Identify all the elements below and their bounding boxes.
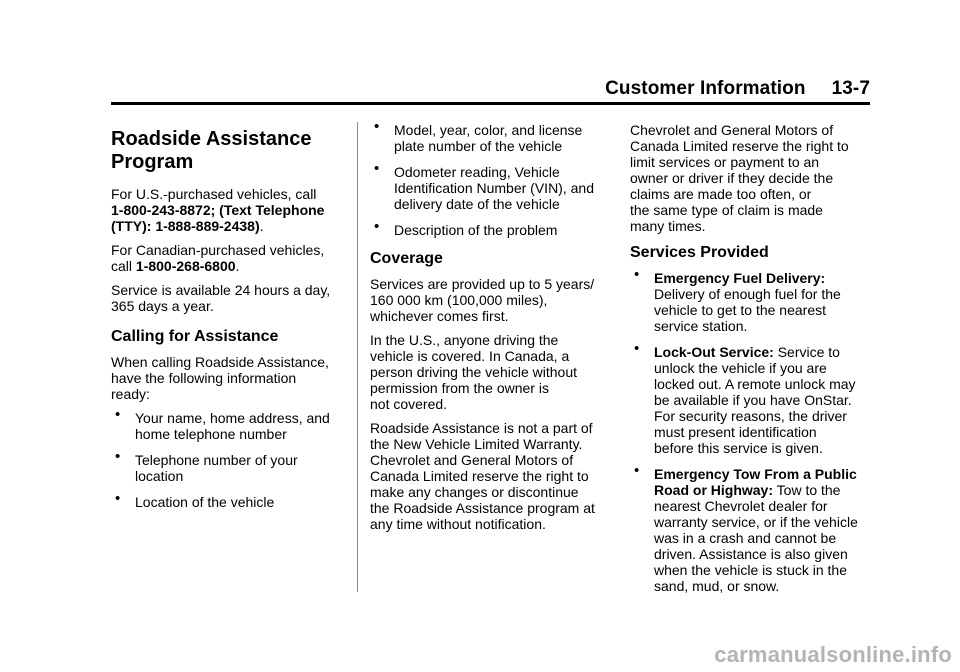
service-term: Lock-Out Service: <box>654 344 774 360</box>
limits-paragraph: Chevrolet and General Motors of Canada Limited reserve the right to limit services or payment to an owner or driver if they decide the claims are made too often, or the same type of claim is made many times. <box>630 122 849 234</box>
us-phone-numbers: 1-800-243-8872; (Text Telephone (TTY): 1-888-889-2438) <box>111 202 325 234</box>
info-list-1 <box>111 406 343 510</box>
list-item: • Your name, home address, and home telephone number <box>115 406 330 442</box>
column-3 <box>630 122 870 604</box>
service-desc: Delivery of enough fuel for the vehicle to get to the nearest service station. <box>654 286 841 334</box>
canada-phone-number: 1-800-268-6800 <box>135 258 236 274</box>
canada-contact-paragraph: For Canadian-purchased vehicles, call 1-800-268-6800. <box>111 242 325 274</box>
header-rule <box>111 102 870 105</box>
coverage-paragraph-1: Services are provided up to 5 years/ 160 000 km (100,000 miles), whichever comes first. <box>370 276 595 324</box>
bullet-icon: • <box>115 448 121 465</box>
services-list <box>630 266 870 594</box>
page-number: 13-7 <box>831 78 870 99</box>
list-item: • Telephone number of your location <box>115 448 298 484</box>
bullet-icon: • <box>634 340 640 357</box>
page-header <box>111 78 870 100</box>
list-item: • Location of the vehicle <box>115 490 275 510</box>
calling-intro: When calling Roadside Assistance, have the following information ready: <box>111 354 329 402</box>
page-title: Roadside Assistance Program <box>111 128 312 173</box>
bullet-icon: • <box>374 160 380 177</box>
bullet-icon: • <box>374 118 380 135</box>
bullet-icon: • <box>634 266 640 283</box>
column-divider <box>357 122 358 592</box>
column-1 <box>111 122 343 520</box>
list-item: • Model, year, color, and license plate number of the vehicle <box>374 118 583 154</box>
coverage-heading: Coverage <box>370 250 443 267</box>
bullet-icon: • <box>634 462 640 479</box>
info-list-2 <box>370 118 606 238</box>
service-item-tow <box>630 462 870 594</box>
coverage-paragraph-3: Roadside Assistance is not a part of the New Vehicle Limited Warranty. Chevrolet and General Motors of Canada Limited reserve the right to make any changes or discontinue the Roadside Assistance program at any time without notification. <box>370 420 595 532</box>
section-title: Customer Information <box>605 78 806 99</box>
service-term: Emergency Tow From a Public Road or Highway: <box>654 466 857 498</box>
bullet-icon: • <box>374 218 380 235</box>
watermark: carmanualsonline.info <box>714 642 952 667</box>
list-item: • Description of the problem <box>374 218 558 238</box>
service-item-lockout <box>630 340 870 456</box>
service-term: Emergency Fuel Delivery: <box>654 270 826 286</box>
calling-heading: Calling for Assistance <box>111 328 279 345</box>
bullet-icon: • <box>115 406 121 423</box>
coverage-paragraph-2: In the U.S., anyone driving the vehicle is covered. In Canada, a person driving the vehicle without permission from the owner is not covered. <box>370 332 578 412</box>
availability-paragraph: Service is available 24 hours a day, 365 days a year. <box>111 282 331 314</box>
services-heading: Services Provided <box>630 244 769 261</box>
service-desc: Service to unlock the vehicle if you are locked out. A remote unlock may be available if you have OnStar. For security reasons, the driver must present identification before this service is given. <box>654 344 856 456</box>
service-item-fuel <box>630 266 870 334</box>
service-desc: Tow to the nearest Chevrolet dealer for warranty service, or if the vehicle was in a crash and cannot be driven. Assistance is also given when the vehicle is stuck in the sand, mud, or snow. <box>654 482 858 594</box>
us-contact-paragraph: For U.S.-purchased vehicles, call 1-800-243-8872; (Text Telephone (TTY): 1-888-889-2438). <box>111 186 325 234</box>
list-item: • Odometer reading, Vehicle Identification Number (VIN), and delivery date of the vehicle <box>374 160 594 212</box>
column-2 <box>370 118 606 540</box>
bullet-icon: • <box>115 490 121 507</box>
